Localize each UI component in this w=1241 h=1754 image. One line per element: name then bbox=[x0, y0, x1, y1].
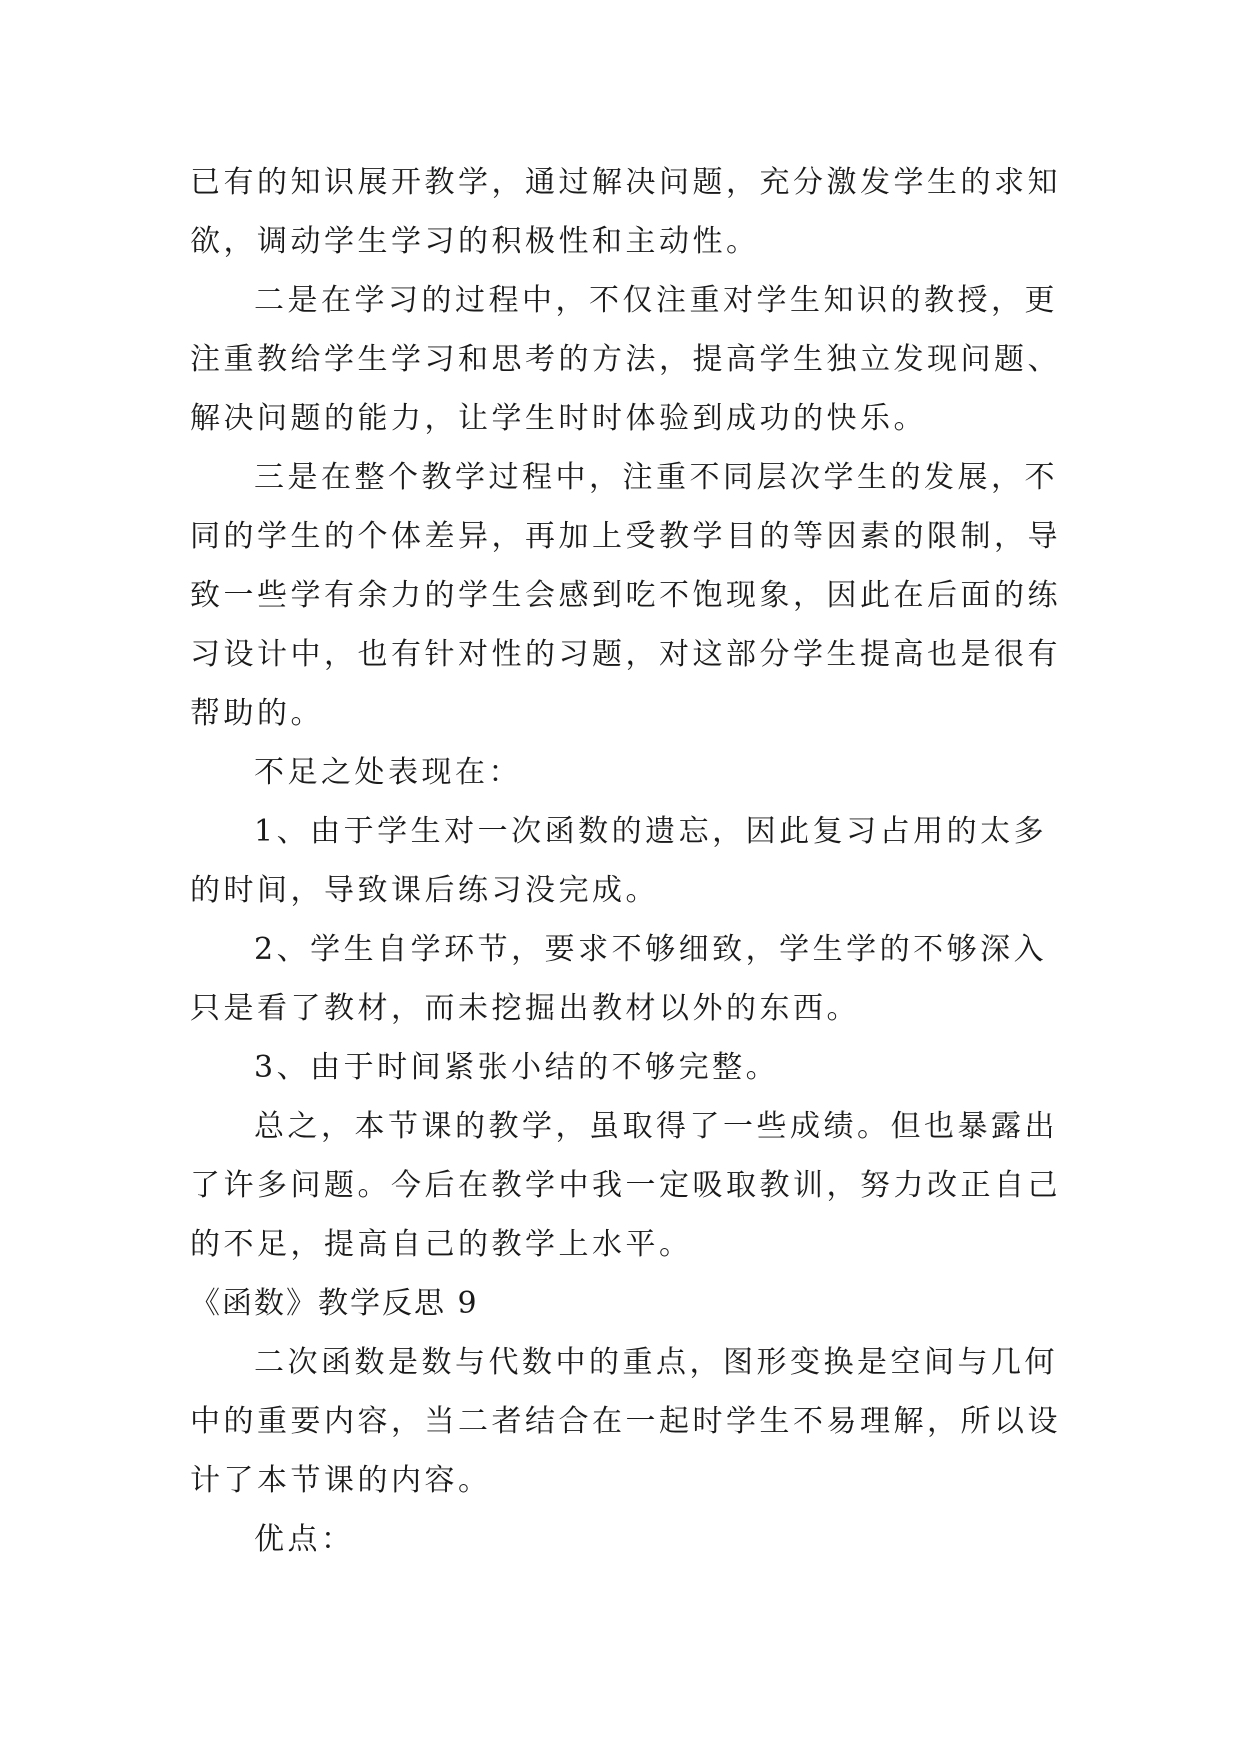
paragraph-line: 二次函数是数与代数中的重点，图形变换是空间与几何 bbox=[254, 1345, 1058, 1380]
list-item-line: 3、由于时间紧张小结的不够完整。 bbox=[254, 1050, 780, 1085]
paragraph-line: 的不足，提高自己的教学上水平。 bbox=[190, 1227, 693, 1262]
paragraph-line: 帮助的。 bbox=[190, 696, 324, 731]
list-item-line: 1、由于学生对一次函数的遗忘，因此复习占用的太多 bbox=[254, 814, 1048, 849]
paragraph-line: 三是在整个教学过程中，注重不同层次学生的发展，不 bbox=[254, 460, 1058, 495]
paragraph-line: 致一些学有余力的学生会感到吃不饱现象，因此在后面的练 bbox=[190, 578, 1061, 613]
paragraph-line: 不足之处表现在： bbox=[254, 755, 522, 790]
paragraph-line: 二是在学习的过程中，不仅注重对学生知识的教授，更 bbox=[254, 283, 1058, 318]
paragraph-line: 计了本节课的内容。 bbox=[190, 1463, 492, 1498]
paragraph-line: 习设计中，也有针对性的习题，对这部分学生提高也是很有 bbox=[190, 637, 1061, 672]
list-item-line: 只是看了教材，而未挖掘出教材以外的东西。 bbox=[190, 991, 860, 1026]
paragraph-line: 同的学生的个体差异，再加上受教学目的等因素的限制，导 bbox=[190, 519, 1061, 554]
list-item-line: 的时间，导致课后练习没完成。 bbox=[190, 873, 659, 908]
list-item-line: 2、学生自学环节，要求不够细致，学生学的不够深入 bbox=[254, 932, 1048, 967]
paragraph-line: 了许多问题。今后在教学中我一定吸取教训，努力改正自己 bbox=[190, 1168, 1061, 1203]
paragraph-line: 总之，本节课的教学，虽取得了一些成绩。但也暴露出 bbox=[254, 1109, 1058, 1144]
paragraph-line: 中的重要内容，当二者结合在一起时学生不易理解，所以设 bbox=[190, 1404, 1061, 1439]
paragraph-line: 已有的知识展开教学，通过解决问题，充分激发学生的求知 bbox=[190, 165, 1061, 200]
document-body bbox=[190, 153, 1061, 1569]
paragraph-line: 欲，调动学生学习的积极性和主动性。 bbox=[190, 224, 760, 259]
paragraph-line: 优点： bbox=[254, 1522, 355, 1557]
paragraph-line: 注重教给学生学习和思考的方法，提高学生独立发现问题、 bbox=[190, 342, 1061, 377]
section-heading: 《函数》教学反思 9 bbox=[190, 1286, 479, 1321]
paragraph-line: 解决问题的能力，让学生时时体验到成功的快乐。 bbox=[190, 401, 927, 436]
